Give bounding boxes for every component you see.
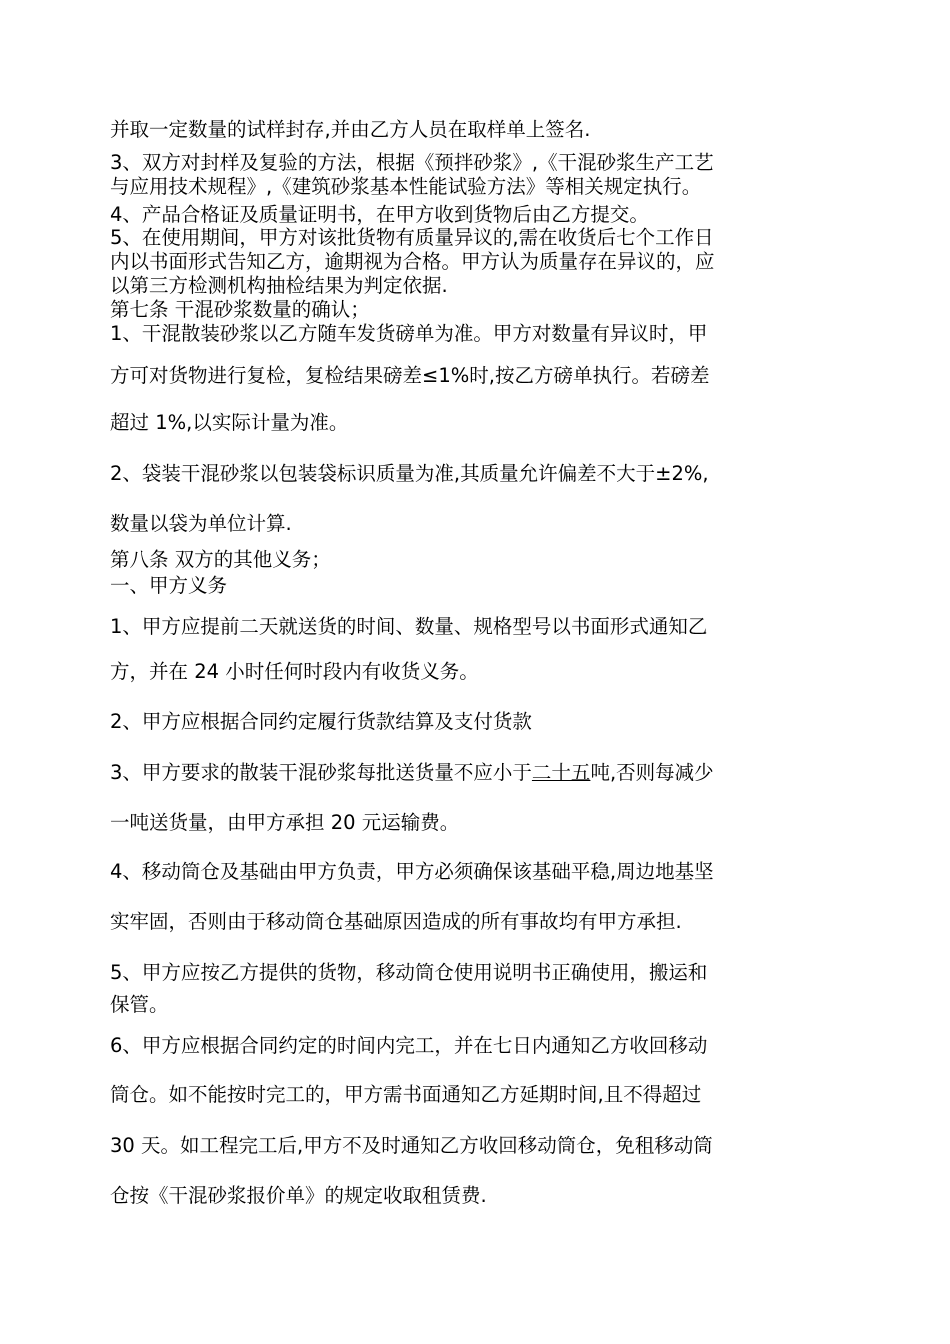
text-segment: 吨,否则每减少	[590, 761, 714, 784]
text-line: 方，并在 24 小时任何时段内有收货义务。	[110, 660, 479, 683]
text-line: 内以书面形式告知乙方，逾期视为合格。甲方认为质量存在异议的，应	[110, 250, 715, 273]
text-line: 并取一定数量的试样封存,并由乙方人员在取样单上签名.	[110, 118, 591, 141]
text-line: 一吨送货量，由甲方承担 20 元运输费。	[110, 811, 460, 834]
text-line: 与应用技术规程》,《建筑砂浆基本性能试验方法》等相关规定执行。	[110, 175, 702, 198]
text-line: 1、甲方应提前二天就送货的时间、数量、规格型号以书面形式通知乙	[110, 615, 708, 638]
text-line: 6、甲方应根据合同约定的时间内完工，并在七日内通知乙方收回移动	[110, 1034, 708, 1057]
text-line: 5、在使用期间，甲方对该批货物有质量异议的,需在收货后七个工作日	[110, 226, 714, 249]
section-heading: 第八条 双方的其他义务；	[110, 548, 331, 571]
section-heading: 第七条 干混砂浆数量的确认；	[110, 298, 370, 321]
text-segment: 3、甲方要求的散装干混砂浆每批送货量不应小于	[110, 761, 532, 784]
text-line: 保管。	[110, 993, 169, 1016]
text-line: 2、袋装干混砂浆以包装袋标识质量为准,其质量允许偏差不大于±2%,	[110, 462, 709, 485]
text-line: 30 天。如工程完工后,甲方不及时通知乙方收回移动筒仓，免租移动筒	[110, 1134, 713, 1157]
text-line: 实牢固，否则由于移动筒仓基础原因造成的所有事故均有甲方承担.	[110, 910, 682, 933]
text-line: 3、双方对封样及复验的方法，根据《预拌砂浆》,《干混砂浆生产工艺	[110, 151, 714, 174]
text-line: 4、移动筒仓及基础由甲方负责，甲方必须确保该基础平稳,周边地基坚	[110, 860, 714, 883]
subsection-heading: 一、甲方义务	[110, 574, 228, 597]
text-line: 超过 1%,以实际计量为准。	[110, 411, 349, 434]
text-line: 仓按《干混砂浆报价单》的规定收取租赁费.	[110, 1184, 487, 1207]
text-line: 筒仓。如不能按时完工的，甲方需书面通知乙方延期时间,且不得超过	[110, 1083, 702, 1106]
text-line: 2、甲方应根据合同约定履行货款结算及支付货款	[110, 710, 532, 733]
text-line: 以第三方检测机构抽检结果为判定依据.	[110, 274, 448, 297]
text-line: 5、甲方应按乙方提供的货物，移动筒仓使用说明书正确使用，搬运和	[110, 961, 708, 984]
text-line: 1、干混散装砂浆以乙方随车发货磅单为准。甲方对数量有异议时，甲	[110, 322, 708, 345]
text-line: 数量以袋为单位计算.	[110, 512, 292, 535]
underlined-quantity: 二十五	[531, 761, 591, 784]
text-line: 方可对货物进行复检，复检结果磅差≤1%时,按乙方磅单执行。若磅差	[110, 364, 710, 387]
text-line: 4、产品合格证及质量证明书，在甲方收到货物后由乙方提交。	[110, 203, 649, 226]
text-line	[110, 761, 830, 785]
